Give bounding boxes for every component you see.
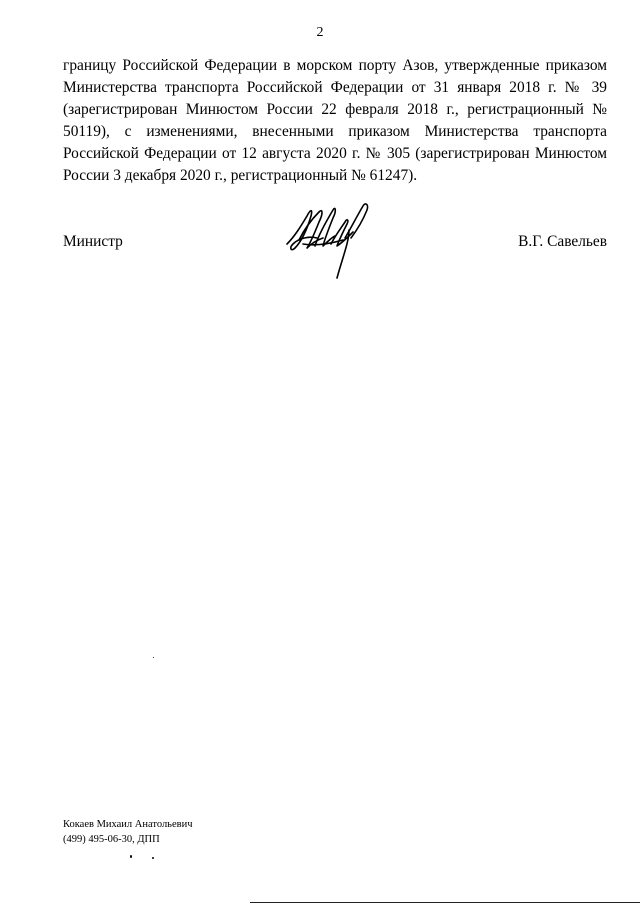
page-number: 2	[316, 25, 324, 40]
signature-block	[63, 200, 607, 280]
scan-speck	[130, 855, 132, 858]
body-paragraph: границу Российской Федерации в морском порту Азов, утвержденные приказом Министерства транспорта Российской Федерации от 31 января 2018 г. № 39 (зарегистрирован Минюстом России 22 февраля 2018 г., регистрационный № 50119), с изменениями, внесенными приказом Министерства транспорта Российской Федерации от 12 августа 2020 г. № 305 (зарегистрирован Минюстом России 3 декабря 2020 г., регистрационный № 61247).	[63, 57, 607, 184]
handwritten-signature-icon	[285, 200, 375, 280]
executor-name: Кокаев Михаил Анатольевич	[63, 819, 193, 830]
executor-contact: (499) 495-06-30, ДПП	[63, 834, 160, 845]
executor-info	[63, 817, 363, 847]
scan-speck	[153, 657, 154, 658]
scan-speck	[152, 857, 154, 859]
signer-name: В.Г. Савельев	[518, 233, 607, 250]
scan-edge-line	[250, 902, 640, 903]
signer-position: Министр	[63, 233, 123, 250]
